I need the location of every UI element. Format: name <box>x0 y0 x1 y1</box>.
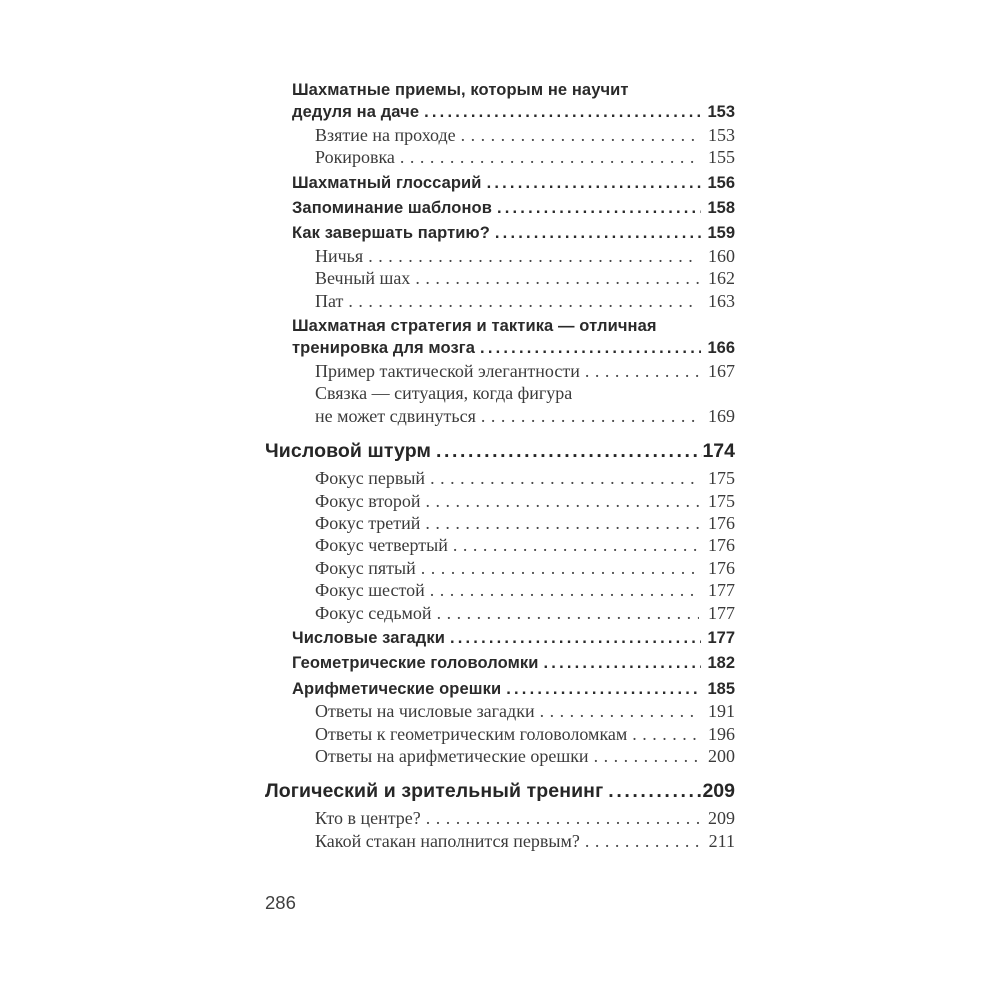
toc-entry-title: Вечный шах <box>315 268 411 289</box>
toc-entry-title: Кто в центре? <box>315 808 421 829</box>
toc-line <box>265 490 735 512</box>
dot-leader <box>450 627 701 649</box>
dot-leader <box>425 512 699 534</box>
toc-entry-title: Числовые загадки <box>292 628 445 647</box>
dot-leader <box>544 652 702 674</box>
toc-line <box>265 557 735 579</box>
toc-line <box>265 602 735 624</box>
dot-leader <box>585 830 699 852</box>
toc-line <box>265 79 735 101</box>
toc-entry-page: 176 <box>708 557 735 578</box>
toc-entry-title: Ответы на числовые загадки <box>315 701 535 722</box>
toc-line <box>265 172 735 194</box>
toc-entry-page: 185 <box>707 679 735 698</box>
toc-entry-page: 182 <box>707 654 735 673</box>
toc-entry-page: 177 <box>708 602 735 623</box>
toc-entry-page: 200 <box>708 745 735 766</box>
toc-entry-page: 175 <box>708 490 735 511</box>
toc-entry-title: Шахматные приемы, которым не научит <box>292 81 629 99</box>
toc-entry-title: Пример тактической элегантности <box>315 360 580 381</box>
dot-leader <box>368 245 699 267</box>
toc-line <box>265 360 735 382</box>
toc-entry-page: 156 <box>707 173 735 192</box>
toc-entry-page: 153 <box>707 103 735 122</box>
toc-entry-page: 153 <box>708 124 735 145</box>
dot-leader <box>348 290 699 312</box>
dot-leader <box>424 101 701 123</box>
dot-leader <box>594 745 699 767</box>
toc-entry-page: 166 <box>707 339 735 358</box>
toc-entry-title: Запоминание шаблонов <box>292 199 492 218</box>
toc-entry-title: дедуля на даче <box>292 103 420 122</box>
toc-entry-title: Фокус седьмой <box>315 602 432 623</box>
toc-entry-title: Шахматная стратегия и тактика — отличная <box>292 317 657 336</box>
toc-entry-title: Логический и зрительный тренинг <box>265 780 604 803</box>
toc-line <box>265 245 735 267</box>
toc-line <box>265 745 735 767</box>
toc-entry-title: Какой стакан наполнится первым? <box>315 830 580 851</box>
toc-entry-title: Связка — ситуация, когда фигура <box>315 383 573 404</box>
dot-leader <box>437 602 699 624</box>
dot-leader <box>426 807 699 829</box>
toc-entry-title: Фокус шестой <box>315 580 425 601</box>
toc-line <box>265 652 735 674</box>
toc-line <box>265 197 735 219</box>
dot-leader <box>495 222 701 244</box>
toc-line <box>265 315 735 337</box>
toc-line <box>265 627 735 649</box>
toc-entry-page: 155 <box>708 147 735 168</box>
toc-line <box>265 382 735 404</box>
dot-leader <box>497 197 701 219</box>
toc-entry-page: 211 <box>708 830 735 851</box>
toc-entry-title: Как завершать партию? <box>292 224 490 243</box>
toc-entry-title: Фокус первый <box>315 468 426 489</box>
dot-leader <box>481 405 699 427</box>
toc-line <box>265 124 735 146</box>
dot-leader <box>430 579 699 601</box>
toc-entry-page: 169 <box>708 405 735 426</box>
toc-entry-page: 163 <box>708 290 735 311</box>
toc-entry-page: 159 <box>707 224 735 243</box>
toc-entry-title: Числовой штурм <box>265 440 431 463</box>
dot-leader <box>415 267 699 289</box>
toc-line <box>265 146 735 168</box>
dot-leader <box>436 439 702 463</box>
toc-entry-title: Геометрические головоломки <box>292 654 539 673</box>
dot-leader <box>400 146 699 168</box>
toc-entry-title: Взятие на проходе <box>315 124 456 145</box>
toc-entry-page: 177 <box>708 580 735 601</box>
dot-leader <box>426 490 699 512</box>
toc-line <box>265 267 735 289</box>
toc-line <box>265 579 735 601</box>
toc-line <box>265 807 735 829</box>
dot-leader <box>480 337 701 359</box>
toc-entry-page: 177 <box>707 628 735 647</box>
toc-entry-page: 162 <box>708 268 735 289</box>
toc-line <box>265 439 735 463</box>
dot-leader <box>540 700 699 722</box>
toc-line <box>265 467 735 489</box>
toc-line <box>265 830 735 852</box>
toc-entry-page: 209 <box>702 780 735 803</box>
toc-entry-page: 175 <box>708 468 735 489</box>
toc-entry-title: Фокус второй <box>315 490 421 511</box>
toc-line <box>265 700 735 722</box>
toc-line <box>265 779 735 803</box>
toc-entry-title: Рокировка <box>315 147 395 168</box>
toc-entry-title: Фокус четвертый <box>315 535 448 556</box>
toc-entry-page: 176 <box>708 512 735 533</box>
toc-entry-title: Пат <box>315 290 344 311</box>
toc-line <box>265 290 735 312</box>
toc-entry-page: 174 <box>702 440 735 463</box>
toc-line <box>265 405 735 427</box>
toc-entry-title: Ответы на арифметические орешки <box>315 745 589 766</box>
dot-leader <box>421 557 699 579</box>
dot-leader <box>632 723 699 745</box>
toc-entry-page: 167 <box>708 360 735 381</box>
dot-leader <box>608 779 702 803</box>
toc-line <box>265 222 735 244</box>
toc-line <box>265 534 735 556</box>
toc-entry-page: 191 <box>708 701 735 722</box>
toc-entry-page: 196 <box>708 723 735 744</box>
toc-line <box>265 678 735 700</box>
toc-entry-page: 176 <box>708 535 735 556</box>
toc-entry-page: 209 <box>708 808 735 829</box>
toc-entry-title: Ничья <box>315 245 364 266</box>
toc-line <box>265 512 735 534</box>
dot-leader <box>430 467 699 489</box>
dot-leader <box>506 678 701 700</box>
toc-entry-title: Ответы к геометрическим головоломкам <box>315 723 628 744</box>
toc-entry-title: Шахматный глоссарий <box>292 173 482 192</box>
toc-entry-title: Фокус третий <box>315 512 421 533</box>
toc-list <box>265 76 735 852</box>
page-number-folio: 286 <box>265 892 296 913</box>
dot-leader <box>453 534 699 556</box>
toc-entry-title: Фокус пятый <box>315 557 416 578</box>
dot-leader <box>487 172 701 194</box>
toc-entry-page: 160 <box>708 245 735 266</box>
toc-entry-title: не может сдвинуться <box>315 405 476 426</box>
dot-leader <box>585 360 699 382</box>
dot-leader <box>461 124 699 146</box>
toc-line <box>265 101 735 123</box>
toc-entry-page: 158 <box>707 199 735 218</box>
toc-line <box>265 337 735 359</box>
toc-entry-title: тренировка для мозга <box>292 339 476 358</box>
toc-line <box>265 723 735 745</box>
toc-entry-title: Арифметические орешки <box>292 679 502 698</box>
